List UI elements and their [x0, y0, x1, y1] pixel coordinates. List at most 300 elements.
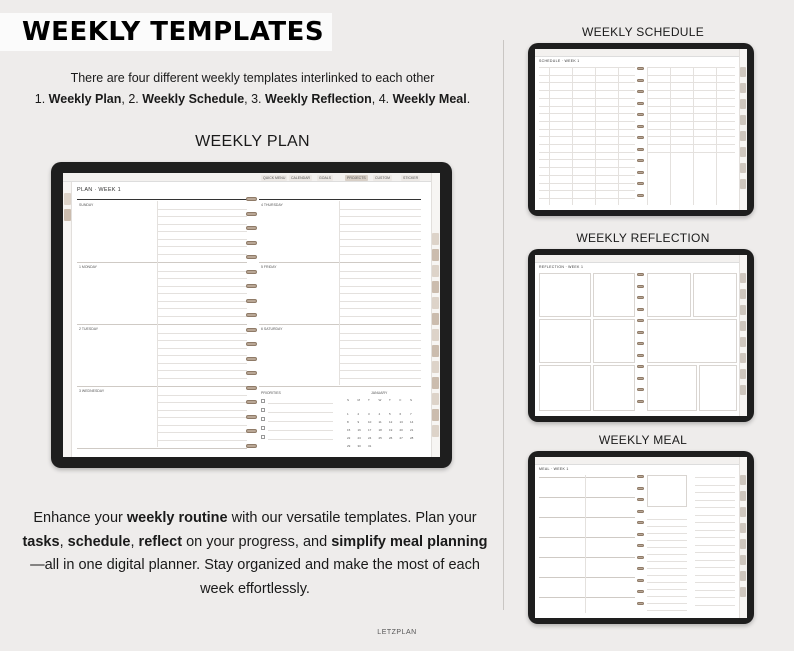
binder-ring — [246, 284, 257, 288]
side-tab[interactable] — [740, 507, 746, 517]
binder-ring — [246, 270, 257, 274]
meal-row — [539, 497, 635, 498]
binder-ring — [246, 255, 257, 259]
binder-ring — [246, 415, 257, 419]
binder-ring — [637, 388, 644, 391]
binder-ring — [637, 148, 644, 151]
time-row — [539, 106, 635, 107]
task-line — [157, 432, 247, 433]
calendar-day[interactable]: 8 — [347, 420, 349, 424]
binder-ring — [637, 136, 644, 139]
side-tab[interactable] — [740, 305, 746, 315]
binder-ring — [637, 365, 644, 368]
notes-line — [695, 560, 735, 561]
task-line — [157, 348, 247, 349]
notes-line — [695, 552, 735, 553]
calendar-day[interactable]: 5 — [389, 412, 391, 416]
calendar-day[interactable]: 22 — [347, 436, 351, 440]
top-tab[interactable]: STICKER — [403, 176, 419, 180]
day-divider — [77, 448, 247, 449]
task-line — [157, 440, 247, 441]
side-tab[interactable] — [740, 147, 746, 157]
binder-ring — [637, 182, 644, 185]
binder-ring — [637, 319, 644, 322]
day-label: 3 WEDNESDAY — [79, 389, 105, 393]
calendar-day[interactable]: 17 — [368, 428, 372, 432]
calendar-day[interactable]: 12 — [389, 420, 393, 424]
calendar-day[interactable]: 11 — [378, 420, 382, 424]
notes-line — [695, 477, 735, 478]
binder-ring — [246, 386, 257, 390]
binder-ring — [637, 171, 644, 174]
side-tab[interactable] — [432, 393, 439, 405]
time-row — [647, 90, 735, 91]
task-line — [157, 209, 247, 210]
grocery-line — [647, 561, 687, 562]
intro-bold: Weekly Plan — [48, 92, 122, 106]
binder-ring — [637, 308, 644, 311]
weekly-meal-heading: WEEKLY MEAL — [598, 433, 688, 447]
time-row — [539, 152, 635, 153]
notes-line — [695, 507, 735, 508]
binder-ring — [637, 67, 644, 70]
side-tab[interactable] — [740, 353, 746, 363]
calendar-day[interactable]: 19 — [389, 428, 393, 432]
meal-row — [539, 597, 635, 598]
calendar-day[interactable]: 3 — [368, 412, 370, 416]
day-label: 6 SATURDAY — [261, 327, 283, 331]
time-row — [647, 152, 735, 153]
side-tab[interactable] — [432, 281, 439, 293]
grocery-line — [647, 526, 687, 527]
intro-text: 1. — [34, 92, 49, 106]
grocery-line — [647, 575, 687, 576]
calendar-day[interactable]: 6 — [399, 412, 402, 416]
task-line — [157, 216, 247, 217]
task-line — [157, 254, 247, 255]
grocery-line — [647, 554, 687, 555]
grocery-line — [647, 540, 687, 541]
side-tab[interactable] — [432, 345, 439, 357]
notes-line — [695, 582, 735, 583]
task-line — [157, 425, 247, 426]
binder-ring — [246, 357, 257, 361]
desc-bold: simplify meal planning — [331, 533, 488, 550]
side-tab[interactable] — [740, 475, 746, 485]
top-tab[interactable]: CUSTOM — [375, 176, 391, 180]
notes-line — [695, 597, 735, 598]
task-line — [339, 308, 421, 309]
binder-ring — [637, 377, 644, 380]
binder-ring — [637, 273, 644, 276]
task-line — [339, 239, 421, 240]
calendar-day[interactable]: 26 — [389, 436, 393, 440]
task-line — [157, 316, 247, 317]
intro-text: , 4. — [371, 92, 393, 106]
intro-line-1: There are four different weekly templates interlinked to each other — [70, 71, 435, 85]
weekly-schedule-heading: WEEKLY SCHEDULE — [581, 25, 705, 39]
time-row — [539, 198, 635, 199]
time-row — [647, 67, 735, 68]
desc-bold: schedule — [67, 533, 131, 550]
calendar-month: JANUARY — [371, 391, 388, 395]
calendar-day[interactable]: 10 — [368, 420, 372, 424]
calendar-day[interactable]: 16 — [357, 428, 361, 432]
side-tab[interactable] — [740, 523, 746, 533]
calendar-day[interactable]: 15 — [347, 428, 351, 432]
time-row — [647, 75, 735, 76]
task-line — [157, 301, 247, 302]
priority-line — [268, 430, 333, 431]
top-tab[interactable]: CALENDAR — [291, 176, 311, 180]
reflection-box — [539, 319, 591, 363]
binder-ring — [246, 313, 257, 317]
binder-ring — [637, 602, 644, 605]
col-rule — [585, 475, 586, 613]
priority-line — [268, 403, 333, 404]
calendar-day[interactable]: 31 — [368, 444, 372, 448]
calendar-day[interactable]: 25 — [378, 436, 382, 440]
calendar-day[interactable]: 27 — [399, 436, 403, 440]
task-line — [157, 370, 247, 371]
task-line — [339, 246, 421, 247]
priority-line — [268, 439, 333, 440]
desc-bold: tasks — [22, 533, 60, 550]
notes-line — [695, 485, 735, 486]
task-line — [339, 363, 421, 364]
calendar-head: S — [410, 398, 413, 402]
side-tab[interactable] — [740, 321, 746, 331]
priority-checkbox[interactable] — [261, 426, 265, 430]
side-tab[interactable] — [740, 163, 746, 173]
reflection-box — [699, 365, 737, 411]
reflection-box — [693, 273, 737, 317]
binder-ring — [637, 590, 644, 593]
side-tab[interactable] — [740, 131, 746, 141]
side-tab[interactable] — [432, 297, 439, 309]
task-line — [339, 378, 421, 379]
binder-ring — [637, 194, 644, 197]
task-line — [339, 254, 421, 255]
side-tab[interactable] — [740, 83, 746, 93]
priority-line — [268, 421, 333, 422]
calendar-day[interactable]: 29 — [347, 444, 351, 448]
binder-ring — [246, 429, 257, 433]
side-tab[interactable] — [740, 491, 746, 501]
weekly-reflection-heading: WEEKLY REFLECTION — [576, 231, 710, 245]
weekly-reflection-tablet — [528, 249, 754, 422]
weekly-schedule-screen[interactable] — [535, 49, 747, 210]
priority-line — [268, 412, 333, 413]
binder-ring — [637, 296, 644, 299]
binder-ring — [246, 197, 257, 201]
task-line — [157, 239, 247, 240]
intro-text: , 3. — [244, 92, 265, 106]
side-tab-left[interactable] — [64, 193, 71, 205]
top-tab[interactable]: GOALS — [319, 176, 332, 180]
calendar-day[interactable]: 24 — [368, 436, 372, 440]
time-row — [539, 190, 635, 191]
notes-line — [695, 515, 735, 516]
intro-bold: Weekly Schedule — [142, 92, 245, 106]
time-row — [539, 75, 635, 76]
side-tab[interactable] — [740, 571, 746, 581]
calendar-day[interactable]: 20 — [399, 428, 403, 432]
side-tab[interactable] — [432, 313, 439, 325]
task-line — [157, 278, 247, 279]
day-divider — [77, 324, 247, 325]
side-tab[interactable] — [740, 99, 746, 109]
side-tab[interactable] — [432, 233, 439, 245]
meal-row — [539, 537, 635, 538]
side-tab[interactable] — [740, 115, 746, 125]
binder-ring — [637, 567, 644, 570]
calendar-day[interactable]: 4 — [378, 412, 381, 416]
binder-ring — [637, 79, 644, 82]
time-row — [539, 82, 635, 83]
header-rule — [259, 199, 421, 200]
binder-ring — [637, 113, 644, 116]
side-tab[interactable] — [740, 273, 746, 283]
grocery-line — [647, 596, 687, 597]
calendar-day[interactable]: 1 — [347, 412, 349, 416]
vertical-divider — [503, 40, 504, 610]
grocery-line — [647, 547, 687, 548]
task-line — [339, 231, 421, 232]
side-tab[interactable] — [740, 67, 746, 77]
brand-label: LETZPLAN — [377, 629, 417, 636]
top-tab[interactable]: QUICK MENU — [263, 176, 286, 180]
task-line — [339, 271, 421, 272]
day-label: SUNDAY — [79, 203, 94, 207]
time-row — [539, 136, 635, 137]
priorities-label: PRIORITIES — [261, 391, 281, 395]
time-row — [539, 90, 635, 91]
col-rule — [157, 201, 158, 447]
side-tab[interactable] — [432, 249, 439, 261]
task-line — [157, 410, 247, 411]
reflection-box — [593, 365, 635, 411]
calendar-day[interactable]: 28 — [410, 436, 414, 440]
time-row — [647, 106, 735, 107]
meal-row — [539, 577, 635, 578]
day-label: 2 TUESDAY — [79, 327, 99, 331]
task-line — [339, 286, 421, 287]
notes-line — [695, 575, 735, 576]
weekly-plan-heading: WEEKLY PLAN — [195, 133, 310, 150]
binder-ring — [246, 299, 257, 303]
priority-checkbox[interactable] — [261, 408, 265, 412]
weekly-reflection-screen[interactable] — [535, 255, 747, 416]
intro-line-2 — [0, 89, 505, 110]
time-row — [539, 98, 635, 99]
weekly-meal-screen[interactable] — [535, 457, 747, 618]
meal-row — [539, 557, 635, 558]
binder-ring — [246, 400, 257, 404]
side-tab[interactable] — [432, 361, 439, 373]
task-line — [339, 370, 421, 371]
meal-row — [539, 477, 635, 478]
side-tab[interactable] — [740, 555, 746, 565]
binder-ring — [637, 400, 644, 403]
grocery-line — [647, 603, 687, 604]
plan-page-title: PLAN · WEEK 1 — [77, 187, 121, 193]
task-line — [157, 246, 247, 247]
calendar-day[interactable]: 2 — [357, 412, 360, 416]
binder-ring — [246, 241, 257, 245]
col-rule — [339, 201, 340, 385]
calendar-head: F — [399, 398, 402, 402]
time-row — [539, 167, 635, 168]
reflection-box — [647, 365, 697, 411]
mini-calendar — [647, 475, 687, 507]
day-divider — [259, 386, 421, 387]
priority-checkbox[interactable] — [261, 435, 265, 439]
binder-ring — [246, 342, 257, 346]
side-tab[interactable] — [740, 385, 746, 395]
notes-line — [695, 537, 735, 538]
notes-line — [695, 530, 735, 531]
header-rule — [77, 199, 247, 200]
grocery-line — [647, 610, 687, 611]
time-row — [539, 175, 635, 176]
weekly-plan-screen[interactable] — [63, 173, 440, 457]
desc-text: on your progress, and — [182, 533, 332, 550]
task-line — [339, 301, 421, 302]
side-tab[interactable] — [740, 587, 746, 597]
notes-line — [695, 567, 735, 568]
calendar-day[interactable]: 21 — [410, 428, 414, 432]
task-line — [339, 316, 421, 317]
intro-bold: Weekly Reflection — [265, 92, 372, 106]
reflection-box — [539, 273, 591, 317]
binder-ring — [637, 544, 644, 547]
side-tab[interactable] — [740, 369, 746, 379]
task-line — [157, 293, 247, 294]
binder-ring — [246, 444, 257, 448]
reflection-box — [593, 319, 635, 363]
side-tab-left[interactable] — [64, 209, 71, 221]
task-line — [157, 395, 247, 396]
description-text — [20, 507, 490, 601]
schedule-page-title: SCHEDULE · WEEK 1 — [539, 59, 580, 63]
day-divider — [259, 262, 421, 263]
side-tab[interactable] — [740, 337, 746, 347]
side-tab[interactable] — [432, 377, 439, 389]
time-row — [539, 183, 635, 184]
calendar-day[interactable]: 14 — [410, 420, 414, 424]
weekly-plan-tablet — [51, 162, 452, 468]
desc-text: , — [59, 533, 68, 550]
side-tab[interactable] — [432, 409, 439, 421]
time-row — [539, 121, 635, 122]
task-line — [339, 355, 421, 356]
notes-line — [695, 500, 735, 501]
meal-page-title: MEAL · WEEK 1 — [539, 467, 569, 471]
task-line — [157, 224, 247, 225]
calendar-day[interactable]: 9 — [357, 420, 360, 424]
desc-text: —all in one digital planner. Stay organized and make the most of each week effortlessly. — [30, 557, 480, 597]
title-banner — [0, 13, 332, 51]
weekly-schedule-tablet — [528, 43, 754, 216]
binder-ring — [637, 90, 644, 93]
binder-ring — [637, 331, 644, 334]
grocery-line — [647, 568, 687, 569]
desc-text: Enhance your — [33, 510, 127, 526]
task-line — [339, 348, 421, 349]
task-line — [157, 378, 247, 379]
binder-ring — [637, 498, 644, 501]
task-line — [157, 417, 247, 418]
page-title: WEEKLY TEMPLATES — [22, 17, 325, 47]
time-row — [647, 136, 735, 137]
task-line — [339, 340, 421, 341]
calendar-day[interactable]: 23 — [357, 436, 361, 440]
notes-line — [695, 590, 735, 591]
binder-ring — [246, 371, 257, 375]
reflection-box — [647, 319, 737, 363]
calendar-day[interactable]: 30 — [357, 444, 361, 448]
binder-ring — [637, 342, 644, 345]
time-row — [647, 144, 735, 145]
side-tab[interactable] — [740, 179, 746, 189]
task-line — [157, 231, 247, 232]
side-tab[interactable] — [432, 329, 439, 341]
notes-line — [695, 545, 735, 546]
task-line — [157, 340, 247, 341]
calendar-day[interactable]: 13 — [399, 420, 403, 424]
day-label: 5 FRIDAY — [261, 265, 277, 269]
side-tab[interactable] — [432, 425, 439, 437]
time-row — [647, 113, 735, 114]
top-tab[interactable]: PROJECTS — [347, 176, 366, 180]
time-row — [647, 121, 735, 122]
weekly-meal-tablet — [528, 451, 754, 624]
side-tab[interactable] — [740, 289, 746, 299]
notes-line — [695, 522, 735, 523]
calendar-head: T — [368, 398, 370, 402]
notes-line — [695, 605, 735, 606]
side-tab[interactable] — [432, 265, 439, 277]
time-row — [539, 113, 635, 114]
calendar-day[interactable]: 7 — [410, 412, 412, 416]
priority-checkbox[interactable] — [261, 399, 265, 403]
reflection-box — [539, 365, 591, 411]
time-row — [647, 82, 735, 83]
intro-text: . — [466, 92, 471, 106]
task-line — [339, 216, 421, 217]
calendar-day[interactable]: 18 — [378, 428, 382, 432]
calendar-head: S — [347, 398, 350, 402]
binder-ring — [637, 521, 644, 524]
task-line — [157, 363, 247, 364]
time-row — [539, 129, 635, 130]
task-line — [157, 286, 247, 287]
reflection-box — [647, 273, 691, 317]
task-line — [157, 308, 247, 309]
task-line — [339, 224, 421, 225]
binder-ring — [637, 354, 644, 357]
intro-text: , 2. — [121, 92, 143, 106]
task-line — [339, 333, 421, 334]
binder-ring — [637, 533, 644, 536]
priority-checkbox[interactable] — [261, 417, 265, 421]
reflection-page-title: REFLECTION · WEEK 1 — [539, 265, 584, 269]
grocery-line — [647, 519, 687, 520]
calendar-head: W — [378, 398, 382, 402]
task-line — [157, 355, 247, 356]
side-tab[interactable] — [740, 539, 746, 549]
